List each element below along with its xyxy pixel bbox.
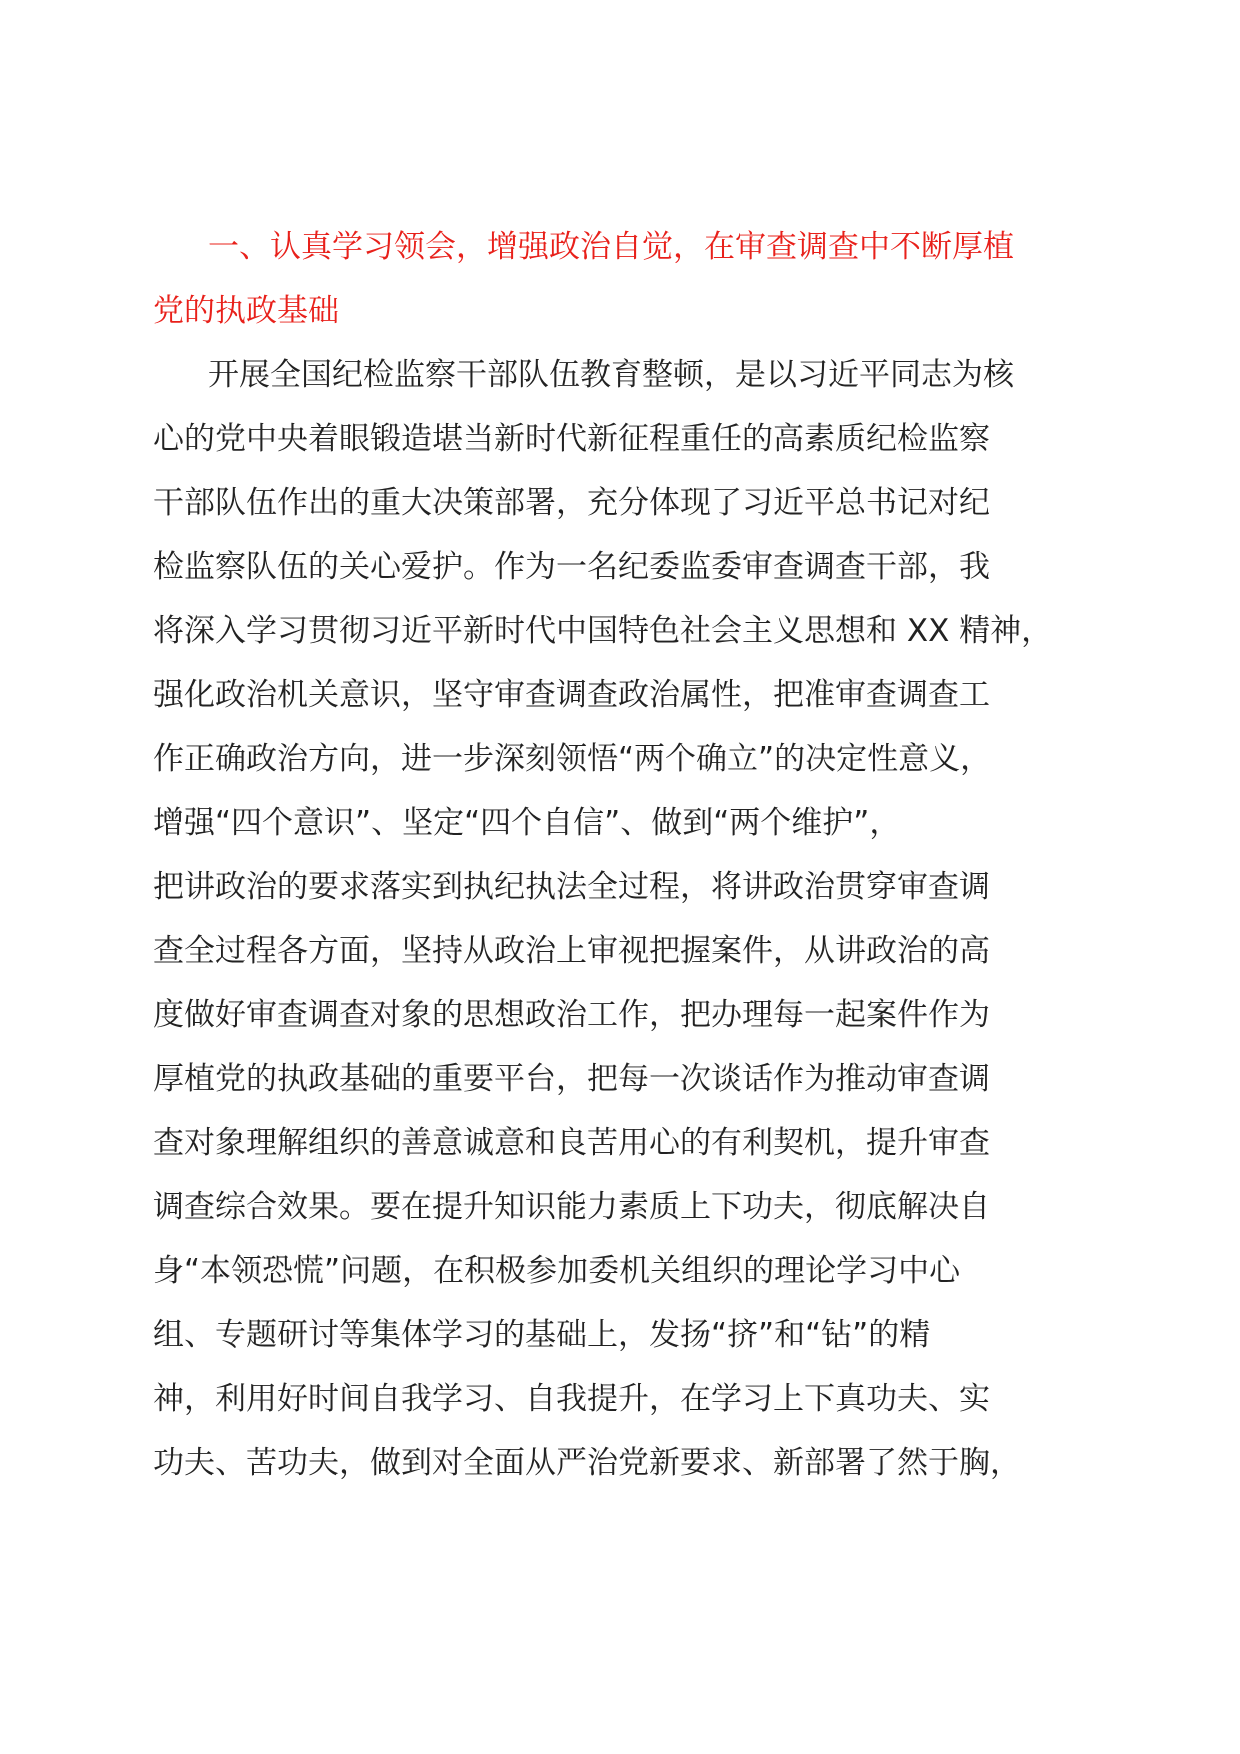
body-paragraph [153, 343, 1093, 1495]
heading-line: 党的执政基础 [153, 293, 339, 329]
paragraph-line: 组、专题研讨等集体学习的基础上，发扬“挤”和“钻”的精 [153, 1317, 931, 1353]
paragraph-line: 身“本领恐慌”问题，在积极参加委机关组织的理论学习中心 [153, 1253, 961, 1289]
paragraph-line: 开展全国纪检监察干部队伍教育整顿，是以习近平同志为核 [208, 357, 1014, 393]
document-body [153, 215, 1093, 1495]
heading-line: 一、认真学习领会，增强政治自觉，在审查调查中不断厚植 [208, 229, 1014, 265]
paragraph-line: 神，利用好时间自我学习、自我提升，在学习上下真功夫、实 [153, 1381, 990, 1417]
paragraph-line: 强化政治机关意识，坚守审查调查政治属性，把准审查调查工 [153, 677, 990, 713]
paragraph-line: 作正确政治方向，进一步深刻领悟“两个确立”的决定性意义， [153, 741, 992, 777]
section-heading [153, 215, 1093, 343]
paragraph-line: 干部队伍作出的重大决策部署，充分体现了习近平总书记对纪 [153, 485, 990, 521]
paragraph-line: 功夫、苦功夫，做到对全面从严治党新要求、新部署了然于胸， [153, 1445, 1021, 1481]
paragraph-line: 检监察队伍的关心爱护。作为一名纪委监委审查调查干部，我 [153, 549, 990, 585]
paragraph-line: 心的党中央着眼锻造堪当新时代新征程重任的高素质纪检监察 [153, 421, 990, 457]
paragraph-line: 厚植党的执政基础的重要平台，把每一次谈话作为推动审查调 [153, 1061, 990, 1097]
paragraph-line: 查对象理解组织的善意诚意和良苦用心的有利契机，提升审查 [153, 1125, 990, 1161]
paragraph-line: 增强“四个意识”、坚定“四个自信”、做到“两个维护”， [153, 805, 901, 841]
paragraph-line: 把讲政治的要求落实到执纪执法全过程，将讲政治贯穿审查调 [153, 869, 990, 905]
paragraph-line: 度做好审查调查对象的思想政治工作，把办理每一起案件作为 [153, 997, 990, 1033]
paragraph-line: 调查综合效果。要在提升知识能力素质上下功夫，彻底解决自 [153, 1189, 990, 1225]
paragraph-line: 将深入学习贯彻习近平新时代中国特色社会主义思想和 XX 精神， [153, 613, 1053, 649]
paragraph-line: 查全过程各方面，坚持从政治上审视把握案件，从讲政治的高 [153, 933, 990, 969]
